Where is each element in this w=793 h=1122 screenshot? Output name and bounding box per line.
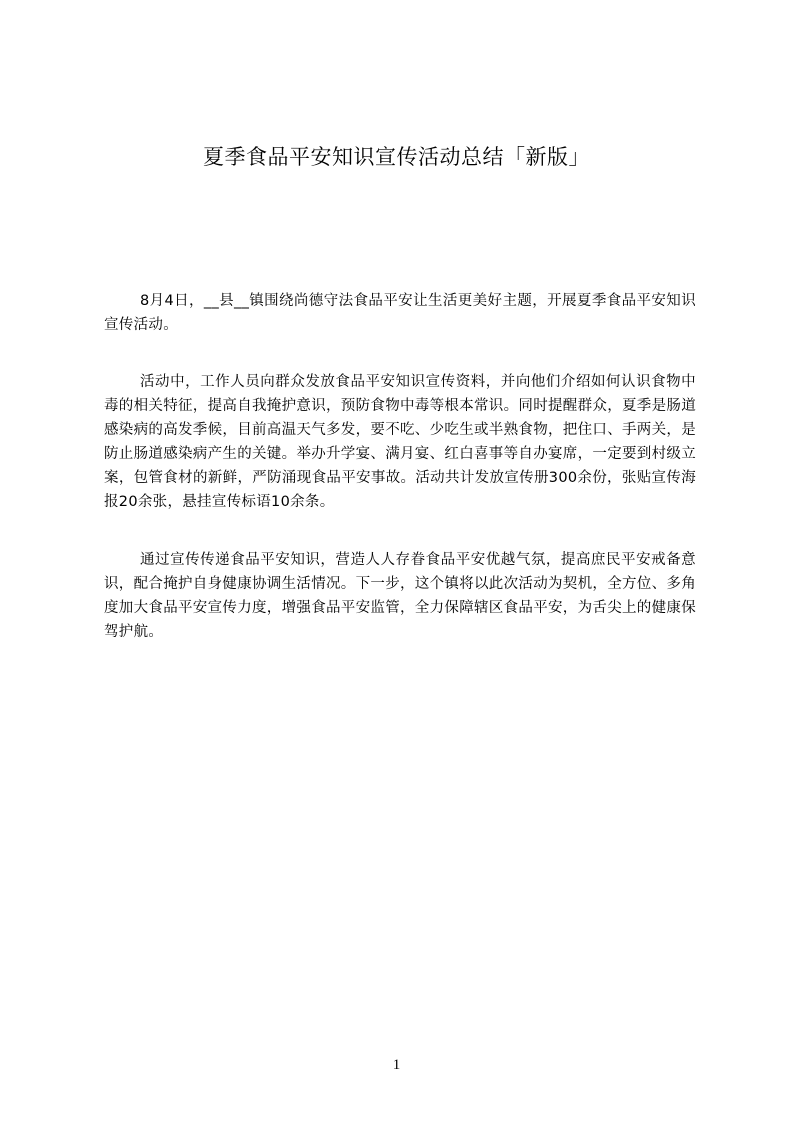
paragraph-activity: 活动中，工作人员向群众发放食品平安知识宣传资料，并向他们介绍如何认识食物中毒的相关特征，提高自我掩护意识，预防食物中毒等根本常识。同时提醒群众，夏季是肠道感染病的高发季候，目前高温天气多发，要不吃、少吃生或半熟食物，把住口、手两关，是防止肠道感染病产生的关键。举办升学宴、满月宴、红白喜事等自办宴席，一定要到村级立案，包管食材的新鲜，严防涌现食品平安事故。活动共计发放宣传册300余份，张贴宣传海报20余张，悬挂宣传标语10余条。	[104, 374, 696, 510]
document-title: 夏季食品平安知识宣传活动总结「新版」	[203, 145, 590, 169]
paragraph-intro: 8月4日，__县__镇围绕尚德守法食品平安让生活更美好主题，开展夏季食品平安知识宣传活动。	[104, 293, 696, 333]
page-number: 1	[392, 1057, 401, 1073]
paragraph-next-steps: 通过宣传传递食品平安知识，营造人人存眷食品平安优越气氛，提高庶民平安戒备意识，配合掩护自身健康协调生活情况。下一步，这个镇将以此次活动为契机，全方位、多角度加大食品平安宣传力度，增强食品平安监管，全力保障辖区食品平安，为舌尖上的健康保驾护航。	[104, 552, 696, 640]
